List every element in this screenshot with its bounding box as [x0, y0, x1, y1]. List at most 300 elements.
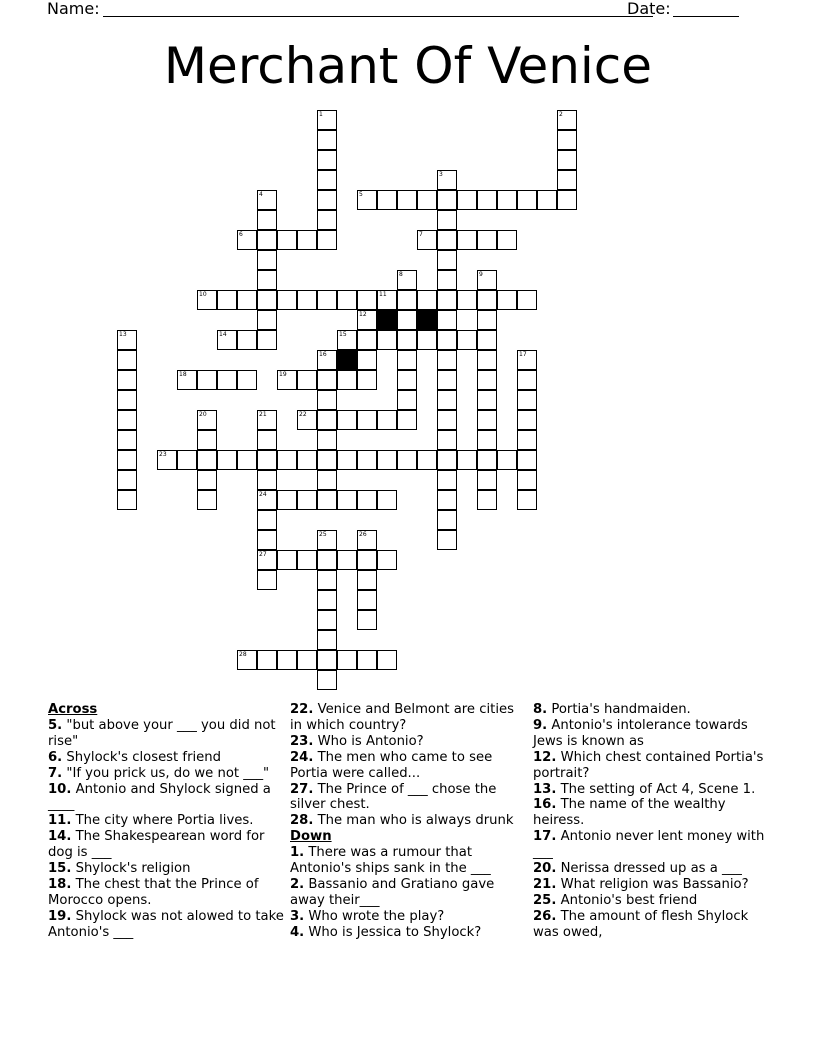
- grid-cell[interactable]: [257, 450, 277, 470]
- clue-number: 16: [319, 351, 327, 358]
- grid-cell[interactable]: [417, 290, 437, 310]
- clue-number: 5: [359, 191, 363, 198]
- grid-cell[interactable]: [317, 550, 337, 570]
- grid-cell[interactable]: [397, 270, 417, 290]
- grid-cell[interactable]: [257, 550, 277, 570]
- grid-cell[interactable]: [317, 590, 337, 610]
- grid-cell[interactable]: [257, 330, 277, 350]
- grid-cell[interactable]: [377, 290, 397, 310]
- grid-cell[interactable]: [377, 330, 397, 350]
- grid-cell[interactable]: [437, 490, 457, 510]
- grid-cell[interactable]: [517, 390, 537, 410]
- grid-cell[interactable]: [377, 490, 397, 510]
- grid-cell[interactable]: [377, 190, 397, 210]
- grid-cell[interactable]: [517, 290, 537, 310]
- clues-column-2: [290, 702, 526, 941]
- grid-cell[interactable]: [317, 470, 337, 490]
- clue-number: 15: [339, 331, 347, 338]
- grid-cell[interactable]: [477, 350, 497, 370]
- grid-cell[interactable]: [437, 370, 457, 390]
- clue-text: Antonio's best friend: [556, 892, 698, 908]
- clue-number: 18: [179, 371, 187, 378]
- grid-cell[interactable]: [397, 330, 417, 350]
- clue-text: Venice and Belmont are cities in which country?: [290, 702, 514, 733]
- grid-cell[interactable]: [437, 190, 457, 210]
- grid-cell[interactable]: [317, 290, 337, 310]
- clue-number-label: 18.: [48, 876, 72, 892]
- clue-text: "but above your ___ you did not rise": [48, 717, 276, 749]
- grid-cell[interactable]: [257, 190, 277, 210]
- grid-cell[interactable]: [557, 170, 577, 190]
- clue-section-heading: Down: [290, 829, 332, 845]
- grid-cell[interactable]: [317, 110, 337, 130]
- grid-cell[interactable]: [317, 390, 337, 410]
- grid-cell[interactable]: [317, 630, 337, 650]
- grid-cell[interactable]: [477, 270, 497, 290]
- grid-cell[interactable]: [337, 410, 357, 430]
- clue-number: 19: [279, 371, 287, 378]
- grid-cell[interactable]: [357, 310, 377, 330]
- grid-cell[interactable]: [197, 410, 217, 430]
- clue-text: Nerissa dressed up as a ___: [556, 861, 742, 877]
- clue-text: The city where Portia lives.: [71, 813, 254, 829]
- grid-cell[interactable]: [437, 470, 457, 490]
- clue-item: [48, 909, 284, 941]
- grid-cell[interactable]: [437, 430, 457, 450]
- grid-cell[interactable]: [477, 390, 497, 410]
- grid-cell[interactable]: [497, 290, 517, 310]
- clue-number: 28: [239, 651, 247, 658]
- grid-cell[interactable]: [557, 110, 577, 130]
- grid-cell[interactable]: [437, 510, 457, 530]
- grid-cell[interactable]: [317, 170, 337, 190]
- clue-number: 10: [199, 291, 207, 298]
- grid-cell[interactable]: [237, 650, 257, 670]
- grid-cell[interactable]: [197, 450, 217, 470]
- grid-cell[interactable]: [357, 610, 377, 630]
- grid-cell[interactable]: [237, 290, 257, 310]
- grid-cell[interactable]: [377, 410, 397, 430]
- grid-cell[interactable]: [397, 190, 417, 210]
- grid-cell[interactable]: [257, 470, 277, 490]
- grid-cell[interactable]: [317, 190, 337, 210]
- grid-cell[interactable]: [257, 570, 277, 590]
- grid-cell[interactable]: [497, 190, 517, 210]
- black-square: [377, 310, 397, 330]
- clue-text: The amount of flesh Shylock was owed,: [533, 908, 749, 940]
- grid-cell[interactable]: [257, 230, 277, 250]
- clue-number: 13: [119, 331, 127, 338]
- grid-cell[interactable]: [317, 410, 337, 430]
- grid-cell[interactable]: [237, 370, 257, 390]
- grid-cell[interactable]: [437, 330, 457, 350]
- clue-number-label: 2.: [290, 876, 305, 892]
- clue-item: [533, 877, 769, 893]
- grid-cell[interactable]: [117, 490, 137, 510]
- clue-number: 27: [259, 551, 267, 558]
- grid-cell[interactable]: [457, 450, 477, 470]
- clue-text: Who is Jessica to Shylock?: [304, 924, 482, 940]
- grid-cell[interactable]: [357, 330, 377, 350]
- clue-number: 11: [379, 291, 387, 298]
- grid-cell[interactable]: [317, 570, 337, 590]
- grid-cell[interactable]: [437, 230, 457, 250]
- grid-cell[interactable]: [257, 430, 277, 450]
- grid-cell[interactable]: [337, 450, 357, 470]
- grid-cell[interactable]: [257, 650, 277, 670]
- clue-number-label: 17.: [533, 829, 557, 845]
- clue-number-label: 7.: [48, 765, 63, 781]
- clue-text: The man who is always drunk: [313, 813, 514, 829]
- grid-cell[interactable]: [437, 350, 457, 370]
- grid-cell[interactable]: [357, 190, 377, 210]
- clue-item: [290, 877, 526, 909]
- clue-item: [533, 702, 769, 718]
- clue-number-label: 12.: [533, 749, 557, 765]
- clue-number-label: 25.: [533, 892, 557, 908]
- clue-number-label: 9.: [533, 717, 548, 733]
- grid-cell[interactable]: [397, 290, 417, 310]
- grid-cell[interactable]: [257, 510, 277, 530]
- clue-item: [290, 702, 526, 734]
- grid-cell[interactable]: [277, 230, 297, 250]
- grid-cell[interactable]: [297, 650, 317, 670]
- clue-text: Antonio never lent money with ___: [533, 829, 765, 861]
- grid-cell[interactable]: [397, 390, 417, 410]
- grid-cell[interactable]: [177, 450, 197, 470]
- clue-number: 23: [159, 451, 167, 458]
- grid-cell[interactable]: [217, 450, 237, 470]
- clue-item: [48, 718, 284, 750]
- grid-cell[interactable]: [257, 250, 277, 270]
- clue-text: Antonio and Shylock signed a ____: [48, 781, 271, 813]
- clue-text: Shylock's religion: [71, 861, 191, 877]
- clue-number-label: 1.: [290, 845, 305, 861]
- clue-number: 12: [359, 311, 367, 318]
- grid-cell[interactable]: [297, 230, 317, 250]
- grid-cell[interactable]: [197, 290, 217, 310]
- clue-number-label: 4.: [290, 924, 305, 940]
- grid-cell[interactable]: [437, 250, 457, 270]
- clues-column-1: [48, 702, 284, 941]
- grid-cell[interactable]: [197, 490, 217, 510]
- grid-cell[interactable]: [517, 190, 537, 210]
- grid-cell[interactable]: [117, 410, 137, 430]
- grid-cell[interactable]: [477, 410, 497, 430]
- clue-number: 21: [259, 411, 267, 418]
- clue-item: [48, 782, 284, 814]
- grid-cell[interactable]: [437, 410, 457, 430]
- clue-number-label: 19.: [48, 908, 72, 924]
- grid-cell[interactable]: [517, 470, 537, 490]
- grid-cell[interactable]: [197, 370, 217, 390]
- grid-cell[interactable]: [277, 650, 297, 670]
- clue-text: Who wrote the play?: [304, 908, 445, 924]
- grid-cell[interactable]: [497, 230, 517, 250]
- grid-cell[interactable]: [437, 530, 457, 550]
- grid-cell[interactable]: [237, 330, 257, 350]
- grid-cell[interactable]: [117, 370, 137, 390]
- grid-cell[interactable]: [317, 490, 337, 510]
- grid-cell[interactable]: [457, 330, 477, 350]
- clue-text: The Prince of ___ chose the silver chest.: [290, 781, 497, 813]
- clue-item: [48, 861, 284, 877]
- grid-cell[interactable]: [517, 370, 537, 390]
- clue-text: What religion was Bassanio?: [556, 876, 749, 892]
- clue-number: 4: [259, 191, 263, 198]
- clue-number-label: 15.: [48, 861, 72, 877]
- grid-cell[interactable]: [357, 290, 377, 310]
- clue-item: [48, 766, 284, 782]
- grid-cell[interactable]: [217, 290, 237, 310]
- clue-number-label: 21.: [533, 876, 557, 892]
- grid-cell[interactable]: [357, 490, 377, 510]
- grid-cell[interactable]: [417, 230, 437, 250]
- grid-cell[interactable]: [297, 550, 317, 570]
- grid-cell[interactable]: [257, 410, 277, 430]
- grid-cell[interactable]: [517, 450, 537, 470]
- clue-item: [533, 718, 769, 750]
- grid-cell[interactable]: [237, 230, 257, 250]
- grid-cell[interactable]: [217, 370, 237, 390]
- clue-section-heading: Across: [48, 702, 98, 717]
- grid-cell[interactable]: [457, 290, 477, 310]
- clue-number-label: 28.: [290, 813, 314, 829]
- grid-cell[interactable]: [277, 550, 297, 570]
- clue-number-label: 11.: [48, 813, 72, 829]
- grid-cell[interactable]: [477, 230, 497, 250]
- clue-number-label: 22.: [290, 702, 314, 717]
- grid-cell[interactable]: [237, 450, 257, 470]
- clue-number: 26: [359, 531, 367, 538]
- clue-number: 6: [239, 231, 243, 238]
- clue-text: Who is Antonio?: [313, 733, 424, 749]
- grid-cell[interactable]: [257, 290, 277, 310]
- grid-cell[interactable]: [517, 410, 537, 430]
- black-square: [417, 310, 437, 330]
- clue-number-label: 26.: [533, 908, 557, 924]
- clue-item: [48, 877, 284, 909]
- grid-cell[interactable]: [277, 370, 297, 390]
- clue-item: [48, 813, 284, 829]
- grid-cell[interactable]: [277, 490, 297, 510]
- clues-column-3: [533, 702, 769, 941]
- grid-cell[interactable]: [477, 490, 497, 510]
- grid-cell[interactable]: [317, 210, 337, 230]
- clue-text: The setting of Act 4, Scene 1.: [556, 781, 756, 797]
- clue-item: [533, 909, 769, 941]
- grid-cell[interactable]: [317, 450, 337, 470]
- grid-cell[interactable]: [557, 190, 577, 210]
- grid-cell[interactable]: [357, 550, 377, 570]
- grid-cell[interactable]: [297, 450, 317, 470]
- grid-cell[interactable]: [477, 190, 497, 210]
- grid-cell[interactable]: [317, 530, 337, 550]
- grid-cell[interactable]: [357, 370, 377, 390]
- grid-cell[interactable]: [257, 310, 277, 330]
- grid-cell[interactable]: [297, 410, 317, 430]
- clue-number-label: 8.: [533, 702, 548, 717]
- grid-cell[interactable]: [477, 370, 497, 390]
- grid-cell[interactable]: [497, 450, 517, 470]
- grid-cell[interactable]: [457, 190, 477, 210]
- clue-text: The chest that the Prince of Morocco opens.: [48, 876, 259, 908]
- clue-number-label: 14.: [48, 829, 72, 845]
- grid-cell[interactable]: [377, 650, 397, 670]
- grid-cell[interactable]: [317, 150, 337, 170]
- grid-cell[interactable]: [297, 370, 317, 390]
- clue-number-label: 24.: [290, 749, 314, 765]
- grid-cell[interactable]: [417, 330, 437, 350]
- date-label: Date:: [627, 0, 671, 18]
- grid-cell[interactable]: [437, 170, 457, 190]
- grid-cell[interactable]: [477, 470, 497, 490]
- grid-cell[interactable]: [357, 590, 377, 610]
- grid-cell[interactable]: [337, 370, 357, 390]
- grid-cell[interactable]: [257, 530, 277, 550]
- grid-cell[interactable]: [397, 450, 417, 470]
- clue-text: The name of the wealthy heiress.: [533, 797, 726, 829]
- grid-cell[interactable]: [397, 350, 417, 370]
- grid-cell[interactable]: [277, 290, 297, 310]
- grid-cell[interactable]: [357, 350, 377, 370]
- clue-number: 2: [559, 111, 563, 118]
- grid-cell[interactable]: [317, 370, 337, 390]
- grid-cell[interactable]: [317, 130, 337, 150]
- clue-number-label: 6.: [48, 749, 63, 765]
- grid-cell[interactable]: [457, 230, 477, 250]
- grid-cell[interactable]: [157, 450, 177, 470]
- clue-text: Shylock was not alowed to take Antonio's ___: [48, 908, 284, 940]
- grid-cell[interactable]: [477, 310, 497, 330]
- grid-cell[interactable]: [117, 470, 137, 490]
- grid-cell[interactable]: [117, 390, 137, 410]
- clue-number-label: 10.: [48, 781, 72, 797]
- clue-item: [290, 734, 526, 750]
- clue-item: [533, 861, 769, 877]
- clue-number: 14: [219, 331, 227, 338]
- puzzle-title: Merchant Of Venice: [163, 37, 653, 95]
- grid-cell[interactable]: [557, 130, 577, 150]
- grid-cell[interactable]: [437, 310, 457, 330]
- clue-number-label: 3.: [290, 908, 305, 924]
- grid-cell[interactable]: [397, 410, 417, 430]
- clue-number-label: 20.: [533, 861, 557, 877]
- grid-cell[interactable]: [417, 190, 437, 210]
- grid-cell[interactable]: [257, 490, 277, 510]
- grid-cell[interactable]: [517, 430, 537, 450]
- clue-number-label: 23.: [290, 733, 314, 749]
- grid-cell[interactable]: [437, 290, 457, 310]
- grid-cell[interactable]: [397, 370, 417, 390]
- grid-cell[interactable]: [537, 190, 557, 210]
- black-square: [337, 350, 357, 370]
- grid-cell[interactable]: [277, 450, 297, 470]
- grid-cell[interactable]: [317, 670, 337, 690]
- grid-cell[interactable]: [437, 390, 457, 410]
- grid-cell[interactable]: [117, 350, 137, 370]
- grid-cell[interactable]: [317, 230, 337, 250]
- grid-cell[interactable]: [437, 270, 457, 290]
- grid-cell[interactable]: [477, 430, 497, 450]
- grid-cell[interactable]: [557, 150, 577, 170]
- clue-number-label: 5.: [48, 717, 63, 733]
- grid-cell[interactable]: [377, 450, 397, 470]
- clue-item: [533, 750, 769, 782]
- grid-cell[interactable]: [517, 490, 537, 510]
- grid-cell[interactable]: [337, 650, 357, 670]
- grid-cell[interactable]: [177, 370, 197, 390]
- grid-cell[interactable]: [477, 330, 497, 350]
- clue-item: [290, 845, 526, 877]
- clue-number: 22: [299, 411, 307, 418]
- clue-item: [290, 750, 526, 782]
- grid-cell[interactable]: [337, 550, 357, 570]
- grid-cell[interactable]: [257, 270, 277, 290]
- grid-cell[interactable]: [357, 530, 377, 550]
- clue-item: [533, 829, 769, 861]
- grid-cell[interactable]: [297, 290, 317, 310]
- grid-cell[interactable]: [357, 450, 377, 470]
- grid-cell[interactable]: [337, 290, 357, 310]
- grid-cell[interactable]: [317, 350, 337, 370]
- grid-cell[interactable]: [217, 330, 237, 350]
- grid-cell[interactable]: [317, 430, 337, 450]
- clue-number: 1: [319, 111, 323, 118]
- grid-cell[interactable]: [117, 430, 137, 450]
- clue-item: [48, 829, 284, 861]
- grid-cell[interactable]: [257, 210, 277, 230]
- clue-text: There was a rumour that Antonio's ships sank in the ___: [290, 845, 491, 877]
- clue-number: 9: [479, 271, 483, 278]
- clue-text: The men who came to see Portia were called...: [290, 749, 493, 781]
- clue-item: [290, 782, 526, 814]
- grid-cell[interactable]: [317, 650, 337, 670]
- clue-number: 20: [199, 411, 207, 418]
- grid-cell[interactable]: [357, 410, 377, 430]
- grid-cell[interactable]: [317, 610, 337, 630]
- grid-cell[interactable]: [377, 550, 397, 570]
- clue-number: 8: [399, 271, 403, 278]
- grid-cell[interactable]: [197, 430, 217, 450]
- grid-cell[interactable]: [337, 330, 357, 350]
- grid-cell[interactable]: [397, 310, 417, 330]
- grid-cell[interactable]: [197, 470, 217, 490]
- grid-cell[interactable]: [117, 330, 137, 350]
- grid-cell[interactable]: [117, 450, 137, 470]
- grid-cell[interactable]: [477, 450, 497, 470]
- grid-cell[interactable]: [437, 450, 457, 470]
- clue-number: 3: [439, 171, 443, 178]
- grid-cell[interactable]: [517, 350, 537, 370]
- grid-cell[interactable]: [357, 570, 377, 590]
- clue-number: 17: [519, 351, 527, 358]
- grid-cell[interactable]: [357, 650, 377, 670]
- grid-cell[interactable]: [337, 490, 357, 510]
- grid-cell[interactable]: [477, 290, 497, 310]
- clue-text: Bassanio and Gratiano gave away their___: [290, 876, 495, 908]
- clue-number: 24: [259, 491, 267, 498]
- grid-cell[interactable]: [417, 450, 437, 470]
- clue-number-label: 16.: [533, 797, 557, 813]
- clue-item: [48, 750, 284, 766]
- clue-number-label: 13.: [533, 781, 557, 797]
- clue-number-label: 27.: [290, 781, 314, 797]
- grid-cell[interactable]: [297, 490, 317, 510]
- clue-item: [290, 813, 526, 829]
- grid-cell[interactable]: [437, 210, 457, 230]
- clue-item: [533, 782, 769, 798]
